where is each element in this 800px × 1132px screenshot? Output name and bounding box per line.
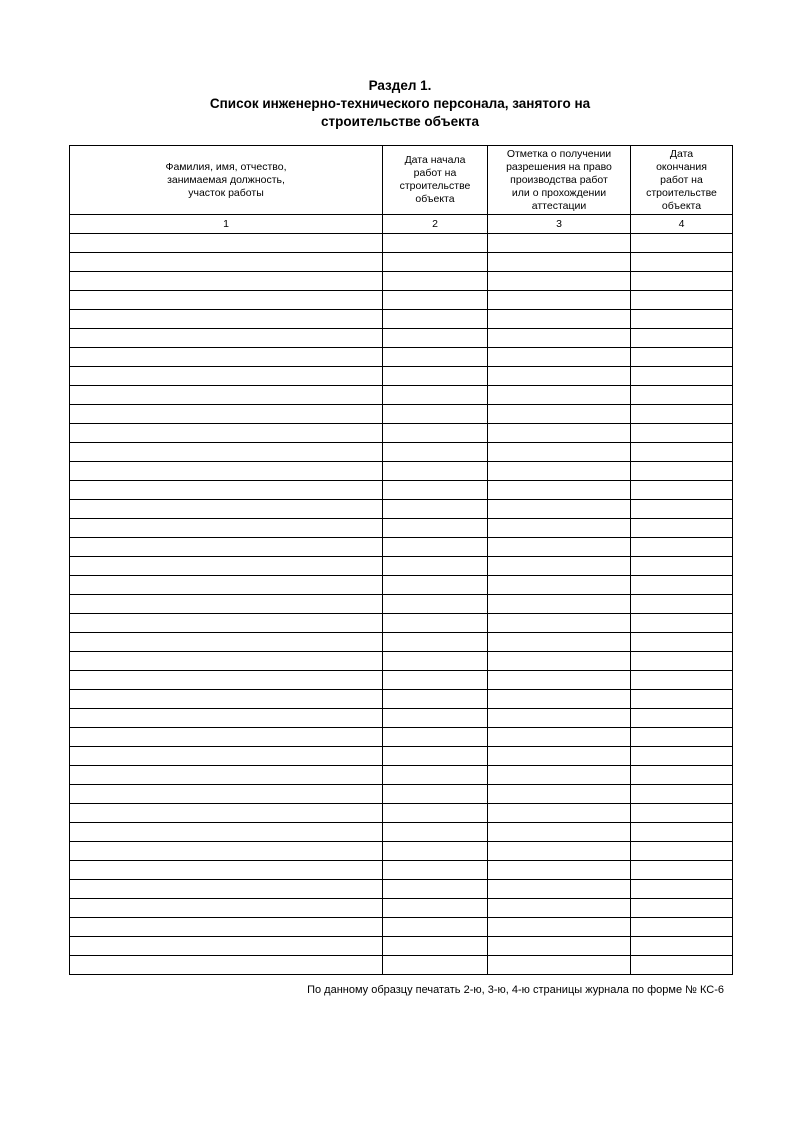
table-cell[interactable]: [488, 443, 631, 462]
table-cell[interactable]: [70, 500, 383, 519]
table-cell[interactable]: [631, 462, 733, 481]
section-subtitle-line-1: Список инженерно-технического персонала, занятого на: [209, 96, 591, 111]
section-title: [0, 77, 800, 131]
table-cell[interactable]: [631, 443, 733, 462]
table-cell[interactable]: [631, 519, 733, 538]
table-row: [70, 272, 733, 291]
table-cell[interactable]: [631, 595, 733, 614]
table-cell[interactable]: [70, 348, 383, 367]
table-cell[interactable]: [383, 519, 488, 538]
table-cell[interactable]: [383, 595, 488, 614]
personnel-table: [69, 145, 733, 975]
table-row: [70, 595, 733, 614]
table-cell[interactable]: [488, 842, 631, 861]
table-cell[interactable]: [383, 310, 488, 329]
table-cell[interactable]: [488, 291, 631, 310]
table-row: [70, 576, 733, 595]
table-cell[interactable]: [488, 899, 631, 918]
table-row: [70, 652, 733, 671]
table-cell[interactable]: [488, 614, 631, 633]
table-row: [70, 443, 733, 462]
table-cell[interactable]: [70, 310, 383, 329]
table-cell[interactable]: [383, 576, 488, 595]
table-cell[interactable]: [383, 272, 488, 291]
table-cell[interactable]: [631, 728, 733, 747]
table-cell[interactable]: [70, 766, 383, 785]
table-cell[interactable]: [631, 234, 733, 253]
table-cell[interactable]: [631, 766, 733, 785]
table-cell[interactable]: [631, 956, 733, 975]
table-cell[interactable]: [383, 671, 488, 690]
table-cell[interactable]: [631, 576, 733, 595]
table-cell[interactable]: [488, 595, 631, 614]
table-row: [70, 899, 733, 918]
table-cell[interactable]: [70, 519, 383, 538]
table-cell[interactable]: [488, 367, 631, 386]
header-full-name-position: Фамилия, имя, отчество, занимаемая должность, участок работы: [70, 146, 383, 215]
table-cell[interactable]: [383, 709, 488, 728]
table-cell[interactable]: [383, 557, 488, 576]
table-cell[interactable]: [383, 880, 488, 899]
table-row: [70, 785, 733, 804]
table-cell[interactable]: [383, 538, 488, 557]
table-row: [70, 728, 733, 747]
table-cell[interactable]: [70, 595, 383, 614]
table-cell[interactable]: [70, 804, 383, 823]
table-row: [70, 842, 733, 861]
table-row: [70, 253, 733, 272]
table-cell[interactable]: [70, 728, 383, 747]
table-cell[interactable]: [383, 861, 488, 880]
table-cell[interactable]: [631, 937, 733, 956]
table-row: [70, 937, 733, 956]
table-cell[interactable]: [631, 405, 733, 424]
table-cell[interactable]: [70, 291, 383, 310]
table-cell[interactable]: [70, 633, 383, 652]
table-cell[interactable]: [70, 234, 383, 253]
table-cell[interactable]: [488, 234, 631, 253]
table-cell[interactable]: [488, 481, 631, 500]
table-cell[interactable]: [383, 956, 488, 975]
table-cell[interactable]: [488, 557, 631, 576]
table-cell[interactable]: [488, 956, 631, 975]
column-number: 3: [488, 215, 631, 234]
table-row: [70, 747, 733, 766]
table-cell[interactable]: [488, 405, 631, 424]
table-cell[interactable]: [70, 462, 383, 481]
table-cell[interactable]: [70, 747, 383, 766]
table-cell[interactable]: [631, 272, 733, 291]
table-cell[interactable]: [70, 386, 383, 405]
table-cell[interactable]: [631, 709, 733, 728]
table-row: [70, 291, 733, 310]
table-cell[interactable]: [383, 462, 488, 481]
print-instruction-note: По данному образцу печатать 2-ю, 3-ю, 4-ю страницы журнала по форме № КС-6: [307, 984, 724, 996]
table-cell[interactable]: [488, 386, 631, 405]
section-subtitle-line-2: строительстве объекта: [320, 114, 480, 129]
table-cell[interactable]: [383, 918, 488, 937]
table-cell[interactable]: [488, 576, 631, 595]
table-cell[interactable]: [383, 899, 488, 918]
table-row: [70, 804, 733, 823]
table-cell[interactable]: [383, 842, 488, 861]
table-cell[interactable]: [383, 386, 488, 405]
table-cell[interactable]: [631, 481, 733, 500]
table-cell[interactable]: [70, 253, 383, 272]
table-cell[interactable]: [488, 671, 631, 690]
table-cell[interactable]: [70, 671, 383, 690]
table-cell[interactable]: [70, 367, 383, 386]
table-cell[interactable]: [70, 823, 383, 842]
table-cell[interactable]: [383, 329, 488, 348]
column-number: 4: [631, 215, 733, 234]
header-permit-mark: Отметка о получении разрешения на право производства работ или о прохождении аттестации: [488, 146, 631, 215]
table-cell[interactable]: [488, 253, 631, 272]
table-cell[interactable]: [70, 481, 383, 500]
table-cell[interactable]: [488, 633, 631, 652]
table-cell[interactable]: [383, 785, 488, 804]
table-cell[interactable]: [488, 519, 631, 538]
table-cell[interactable]: [488, 272, 631, 291]
table-row: [70, 690, 733, 709]
table-cell[interactable]: [488, 709, 631, 728]
table-cell[interactable]: [383, 424, 488, 443]
table-cell[interactable]: [631, 424, 733, 443]
table-cell[interactable]: [383, 500, 488, 519]
table-cell[interactable]: [631, 652, 733, 671]
table-row: [70, 424, 733, 443]
section-heading: Раздел 1.: [368, 78, 432, 93]
table-cell[interactable]: [70, 405, 383, 424]
table-cell[interactable]: [383, 443, 488, 462]
table-row: [70, 614, 733, 633]
table-row: [70, 766, 733, 785]
table-cell[interactable]: [383, 747, 488, 766]
table-row: [70, 519, 733, 538]
table-cell[interactable]: [631, 880, 733, 899]
table-cell[interactable]: [488, 500, 631, 519]
table-cell[interactable]: [488, 310, 631, 329]
table-cell[interactable]: [631, 557, 733, 576]
table-cell[interactable]: [70, 899, 383, 918]
table-cell[interactable]: [631, 538, 733, 557]
table-cell[interactable]: [631, 253, 733, 272]
table-cell[interactable]: [631, 690, 733, 709]
table-cell[interactable]: [631, 633, 733, 652]
table-row: [70, 481, 733, 500]
table-cell[interactable]: [70, 614, 383, 633]
table-cell[interactable]: [70, 709, 383, 728]
table-cell[interactable]: [488, 424, 631, 443]
table-cell[interactable]: [383, 937, 488, 956]
table-cell[interactable]: [70, 652, 383, 671]
table-cell[interactable]: [631, 899, 733, 918]
table-cell[interactable]: [631, 310, 733, 329]
table-row: [70, 329, 733, 348]
table-cell[interactable]: [488, 937, 631, 956]
table-cell[interactable]: [631, 614, 733, 633]
table-cell[interactable]: [488, 538, 631, 557]
table-cell[interactable]: [631, 329, 733, 348]
table-row: [70, 234, 733, 253]
table-cell[interactable]: [70, 424, 383, 443]
table-cell[interactable]: [488, 747, 631, 766]
table-cell[interactable]: [70, 690, 383, 709]
table-header-row: [70, 146, 733, 215]
table-cell[interactable]: [488, 690, 631, 709]
table-cell[interactable]: [383, 690, 488, 709]
table-cell[interactable]: [488, 918, 631, 937]
table-cell[interactable]: [488, 804, 631, 823]
table-cell[interactable]: [631, 842, 733, 861]
table-cell[interactable]: [383, 766, 488, 785]
table-row: [70, 671, 733, 690]
table-cell[interactable]: [631, 348, 733, 367]
table-cell[interactable]: [70, 576, 383, 595]
table-cell[interactable]: [70, 557, 383, 576]
table-row: [70, 462, 733, 481]
table-cell[interactable]: [70, 937, 383, 956]
table-cell[interactable]: [631, 747, 733, 766]
table-cell[interactable]: [488, 728, 631, 747]
table-cell[interactable]: [488, 652, 631, 671]
table-cell[interactable]: [383, 823, 488, 842]
table-cell[interactable]: [488, 823, 631, 842]
table-row: [70, 861, 733, 880]
table-cell[interactable]: [631, 367, 733, 386]
table-cell[interactable]: [488, 766, 631, 785]
column-number-row: [70, 215, 733, 234]
table-row: [70, 348, 733, 367]
header-start-date: Дата начала работ на строительстве объекта: [383, 146, 488, 215]
table-cell[interactable]: [631, 386, 733, 405]
table-cell[interactable]: [383, 367, 488, 386]
table-row: [70, 956, 733, 975]
table-cell[interactable]: [631, 500, 733, 519]
table-cell[interactable]: [488, 462, 631, 481]
table-cell[interactable]: [383, 253, 488, 272]
table-row: [70, 367, 733, 386]
table-row: [70, 557, 733, 576]
table-cell[interactable]: [631, 823, 733, 842]
table-row: [70, 918, 733, 937]
table-cell[interactable]: [70, 272, 383, 291]
header-end-date: Дата окончания работ на строительстве объекта: [631, 146, 733, 215]
table-cell[interactable]: [631, 804, 733, 823]
table-cell[interactable]: [383, 652, 488, 671]
table-cell[interactable]: [70, 880, 383, 899]
table-cell[interactable]: [488, 880, 631, 899]
table-cell[interactable]: [70, 785, 383, 804]
table-cell[interactable]: [631, 291, 733, 310]
table-cell[interactable]: [70, 538, 383, 557]
table-cell[interactable]: [70, 956, 383, 975]
table-row: [70, 310, 733, 329]
table-cell[interactable]: [70, 861, 383, 880]
table-row: [70, 880, 733, 899]
table-cell[interactable]: [631, 918, 733, 937]
table-cell[interactable]: [383, 633, 488, 652]
table-cell[interactable]: [383, 804, 488, 823]
table-cell[interactable]: [488, 861, 631, 880]
table-cell[interactable]: [70, 443, 383, 462]
table-cell[interactable]: [383, 614, 488, 633]
table-row: [70, 538, 733, 557]
table-row: [70, 386, 733, 405]
table-cell[interactable]: [383, 234, 488, 253]
table-cell[interactable]: [383, 291, 488, 310]
table-cell[interactable]: [488, 785, 631, 804]
table-row: [70, 500, 733, 519]
table-row: [70, 633, 733, 652]
table-cell[interactable]: [631, 861, 733, 880]
table-cell[interactable]: [488, 348, 631, 367]
table-cell[interactable]: [70, 918, 383, 937]
column-number: 2: [383, 215, 488, 234]
table-row: [70, 709, 733, 728]
table-cell[interactable]: [70, 842, 383, 861]
table-cell[interactable]: [383, 405, 488, 424]
table-cell[interactable]: [383, 348, 488, 367]
table-cell[interactable]: [383, 728, 488, 747]
table-row: [70, 823, 733, 842]
table-cell[interactable]: [383, 481, 488, 500]
table-cell[interactable]: [70, 329, 383, 348]
table-cell[interactable]: [488, 329, 631, 348]
table-cell[interactable]: [631, 785, 733, 804]
table-cell[interactable]: [631, 671, 733, 690]
table-row: [70, 405, 733, 424]
column-number: 1: [70, 215, 383, 234]
